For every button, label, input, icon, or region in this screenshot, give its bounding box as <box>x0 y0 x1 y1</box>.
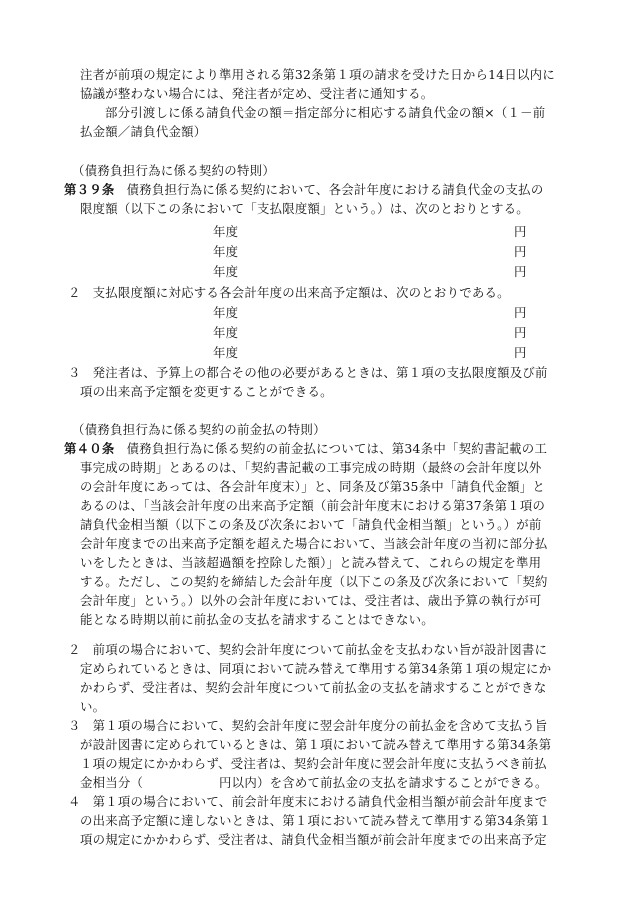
a40-para-3-number: ３ <box>68 718 81 733</box>
limit-row-1-year: 年度 <box>213 224 239 239</box>
article-40-number: 第４０条 <box>64 441 115 456</box>
para-2-number: ２ <box>68 285 81 300</box>
a40-para-2-line-2: 定められているときは、同項において読み替えて準用する第34条第１項の規定にか <box>80 661 552 676</box>
forecast-row-1-year: 年度 <box>213 305 239 320</box>
a40-para-3-line-4: 金相当分（ 円以内）を含めて前払金の支払を請求することができる。 <box>80 775 548 790</box>
article-40-line-1 <box>64 440 547 457</box>
article-40-para-4 <box>68 793 547 810</box>
forecast-row-2-yen: 円 <box>514 325 527 340</box>
a40-para-4-line-2: の出来高予定額に達しないときは、第１項において読み替えて準用する第34条第１ <box>80 813 552 828</box>
article-39-heading: （債務負担行為に係る契約の特則） <box>72 163 276 178</box>
forecast-row-3-year: 年度 <box>213 345 239 360</box>
forecast-row-3 <box>213 344 533 361</box>
intro-line-1: 注者が前項の規定により準用される第32条第１項の請求を受けた日から14日以内に <box>80 67 555 82</box>
forecast-row-2 <box>213 324 533 341</box>
article-40-para-2 <box>68 641 547 658</box>
article-39-number: 第３９条 <box>64 182 115 197</box>
a40-para-4-line-3: 項の規定にかかわらず、受注者は、請負代金相当額が前会計年度までの出来高予定 <box>80 832 547 847</box>
article-40-text-1: 債務負担行為に係る契約の前金払については、第34条中「契約書記載の工 <box>126 441 548 456</box>
para-3-text-1: 発注者は、予算上の都合その他の必要があるときは、第１項の支払限度額及び前 <box>92 365 548 380</box>
article-40-line-10: 能となる時期以前に前払金の支払を請求することはできない。 <box>80 612 434 627</box>
a40-para-4-text-1: 第１項の場合において、前会計年度末における請負代金相当額が前会計年度まで <box>92 794 548 809</box>
article-39-para-3-line-2: 項の出来高予定額を変更することができる。 <box>80 384 333 399</box>
limit-row-3-yen: 円 <box>514 264 527 279</box>
para-3-number: ３ <box>68 365 81 380</box>
article-40-heading: （債務負担行為に係る契約の前金払の特則） <box>72 422 326 437</box>
limit-row-2 <box>213 243 533 260</box>
a40-para-2-number: ２ <box>68 642 81 657</box>
a40-para-3-line-2: が設計図書に定められているときは、第１項において読み替えて準用する第34条第 <box>80 737 552 752</box>
article-40-line-3: の会計年度にあっては、各会計年度末）」と、同条及び第35条中「請負代金額」と <box>80 479 546 494</box>
article-40-line-6: 会計年度までの出来高予定額を超えた場合において、当該会計年度の当初に部分払 <box>80 536 548 551</box>
a40-para-2-line-4: い。 <box>80 699 106 714</box>
a40-para-3-line-3: １項の規定にかかわらず、受注者は、契約会計年度に翌会計年度に支払うべき前払 <box>80 756 547 771</box>
article-40-para-3 <box>68 717 547 734</box>
article-40-line-2: 事完成の時期」とあるのは、「契約書記載の工事完成の時期（最終の会計年度以外 <box>80 460 542 475</box>
forecast-row-2-year: 年度 <box>213 325 239 340</box>
intro-line-2: 協議が整わない場合には、発注者が定め、受注者に通知する。 <box>80 86 434 101</box>
article-39-line-1 <box>64 181 543 198</box>
article-40-line-8: する。ただし、この契約を締結した会計年度（以下この条及び次条において「契約 <box>80 574 548 589</box>
limit-row-3-year: 年度 <box>213 264 239 279</box>
article-40-line-7: いをしたときは、当該超過額を控除した額）」と読み替えて、これらの規定を準用 <box>80 555 542 570</box>
article-39-para-2 <box>68 284 510 301</box>
article-40-line-9: 会計年度」という。）以外の会計年度においては、受注者は、歳出予算の執行が可 <box>80 593 542 608</box>
limit-row-1 <box>213 223 533 240</box>
article-39-line-2: 限度額（以下この条において「支払限度額」という。）は、次のとおりとする。 <box>80 201 529 216</box>
limit-row-3 <box>213 263 533 280</box>
forecast-row-1 <box>213 304 533 321</box>
formula-line-2: 払金額／請負代金額） <box>80 124 207 139</box>
article-40-line-4: あるのは、「当該会計年度の出来高予定額（前会計年度末における第37条第１項の <box>80 498 546 513</box>
limit-row-2-yen: 円 <box>514 244 527 259</box>
para-2-text: 支払限度額に対応する各会計年度の出来高予定額は、次のとおりである。 <box>92 285 510 300</box>
formula-line-1: 部分引渡しに係る請負代金の額＝指定部分に相応する請負代金の額×（１－前 <box>105 105 546 120</box>
forecast-row-1-yen: 円 <box>514 305 527 320</box>
limit-row-1-yen: 円 <box>514 224 527 239</box>
article-40-line-5: 請負代金相当額（以下この条及び次条において「請負代金相当額」という。）が前 <box>80 517 542 532</box>
a40-para-4-number: ４ <box>68 794 81 809</box>
a40-para-3-text-1: 第１項の場合において、契約会計年度に翌会計年度分の前払金を含めて支払う旨 <box>92 718 548 733</box>
a40-para-2-text-1: 前項の場合において、契約会計年度について前払金を支払わない旨が設計図書に <box>92 642 548 657</box>
article-39-text-1: 債務負担行為に係る契約において、各会計年度における請負代金の支払の <box>126 182 544 197</box>
a40-para-2-line-3: かわらず、受注者は、契約会計年度について前払金の支払を請求することができな <box>80 680 547 695</box>
article-39-para-3 <box>68 364 548 381</box>
limit-row-2-year: 年度 <box>213 244 239 259</box>
forecast-row-3-yen: 円 <box>514 345 527 360</box>
